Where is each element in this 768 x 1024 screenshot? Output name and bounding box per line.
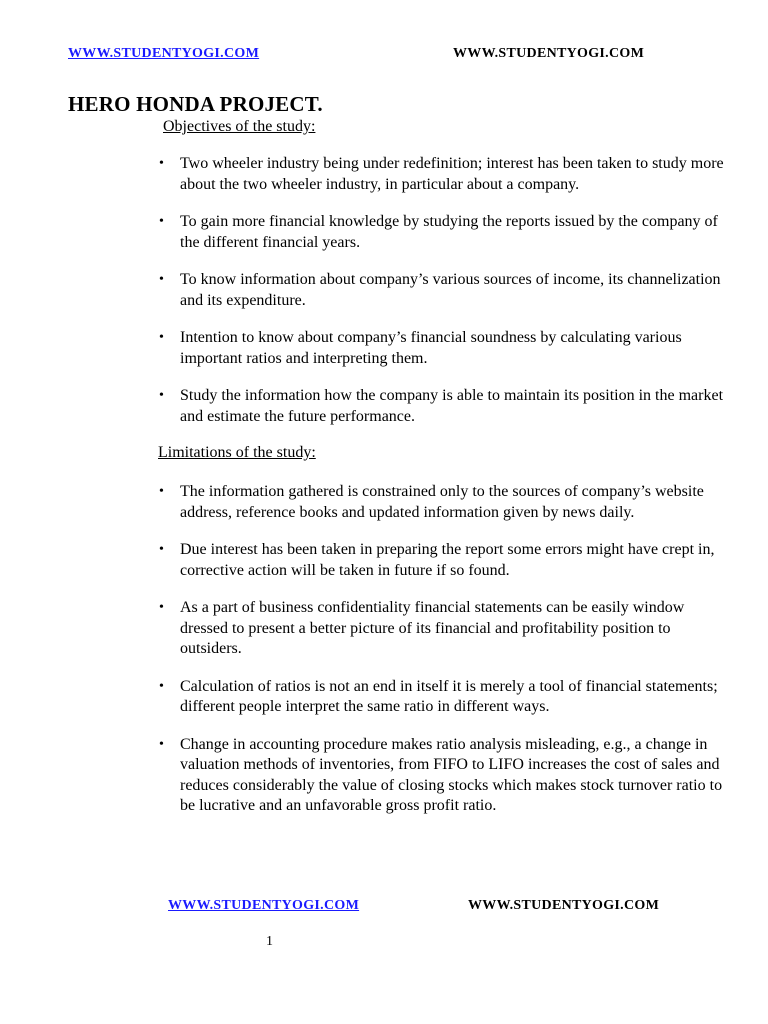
objectives-list xyxy=(158,154,728,427)
bullet-icon: • xyxy=(159,678,164,694)
page-number: 1 xyxy=(266,934,273,949)
list-item xyxy=(158,328,728,369)
bullet-icon: • xyxy=(159,484,164,499)
bullet-icon: • xyxy=(159,388,164,403)
list-item xyxy=(158,386,728,427)
bullet-icon: • xyxy=(159,736,164,752)
bullet-icon: • xyxy=(159,542,164,557)
limitations-heading: Limitations of the study: xyxy=(158,444,316,461)
limitation-text: Due interest has been taken in preparing the report some errors might have crept in, corrective action will be taken in future if so found. xyxy=(180,541,715,579)
limitation-text: Change in accounting procedure makes ratio analysis misleading, e.g., a change in valuation methods of inventories, from FIFO to LIFO increases the cost of sales and reduces considerably the value of closing stocks which makes stock turnover ratio to be lucrative and an unfavorable gross profit ratio. xyxy=(180,735,723,814)
list-item xyxy=(158,540,728,581)
bullet-icon: • xyxy=(159,272,164,287)
list-item xyxy=(158,482,728,523)
footer-website-link[interactable]: WWW.STUDENTYOGI.COM xyxy=(168,898,360,913)
objective-text: To gain more financial knowledge by studying the reports issued by the company of the different financial years. xyxy=(180,213,718,251)
list-item xyxy=(158,154,728,195)
bullet-icon: • xyxy=(159,330,164,345)
objective-text: Two wheeler industry being under redefinition; interest has been taken to study more about the two wheeler industry, in particular about a company. xyxy=(180,155,724,193)
bullet-icon: • xyxy=(159,214,164,229)
bullet-icon: • xyxy=(159,600,164,615)
objective-text: To know information about company’s various sources of income, its channelization and its expenditure. xyxy=(180,271,721,309)
header-website-link[interactable]: WWW.STUDENTYOGI.COM xyxy=(68,46,260,61)
header-website-text: WWW.STUDENTYOGI.COM xyxy=(453,46,645,61)
limitation-text: Calculation of ratios is not an end in itself it is merely a tool of financial statements; different people interpret the same ratio in different ways. xyxy=(180,677,718,715)
footer-website-text: WWW.STUDENTYOGI.COM xyxy=(468,898,660,913)
list-item xyxy=(158,735,728,817)
list-item xyxy=(158,270,728,311)
list-item xyxy=(158,212,728,253)
limitation-text: As a part of business confidentiality financial statements can be easily window dressed to present a better picture of its financial and profitability position to outsiders. xyxy=(180,599,685,657)
list-item xyxy=(158,598,728,660)
list-item xyxy=(158,677,728,718)
page-title: HERO HONDA PROJECT. xyxy=(68,92,323,116)
objective-text: Study the information how the company is able to maintain its position in the market and estimate the future performance. xyxy=(180,387,724,425)
objectives-heading: Objectives of the study: xyxy=(163,118,316,135)
limitation-text: The information gathered is constrained only to the sources of company’s website address, reference books and updated information given by news daily. xyxy=(180,483,704,521)
limitations-list xyxy=(158,482,728,817)
bullet-icon: • xyxy=(159,156,164,171)
objective-text: Intention to know about company’s financial soundness by calculating various important ratios and interpreting them. xyxy=(180,329,682,367)
